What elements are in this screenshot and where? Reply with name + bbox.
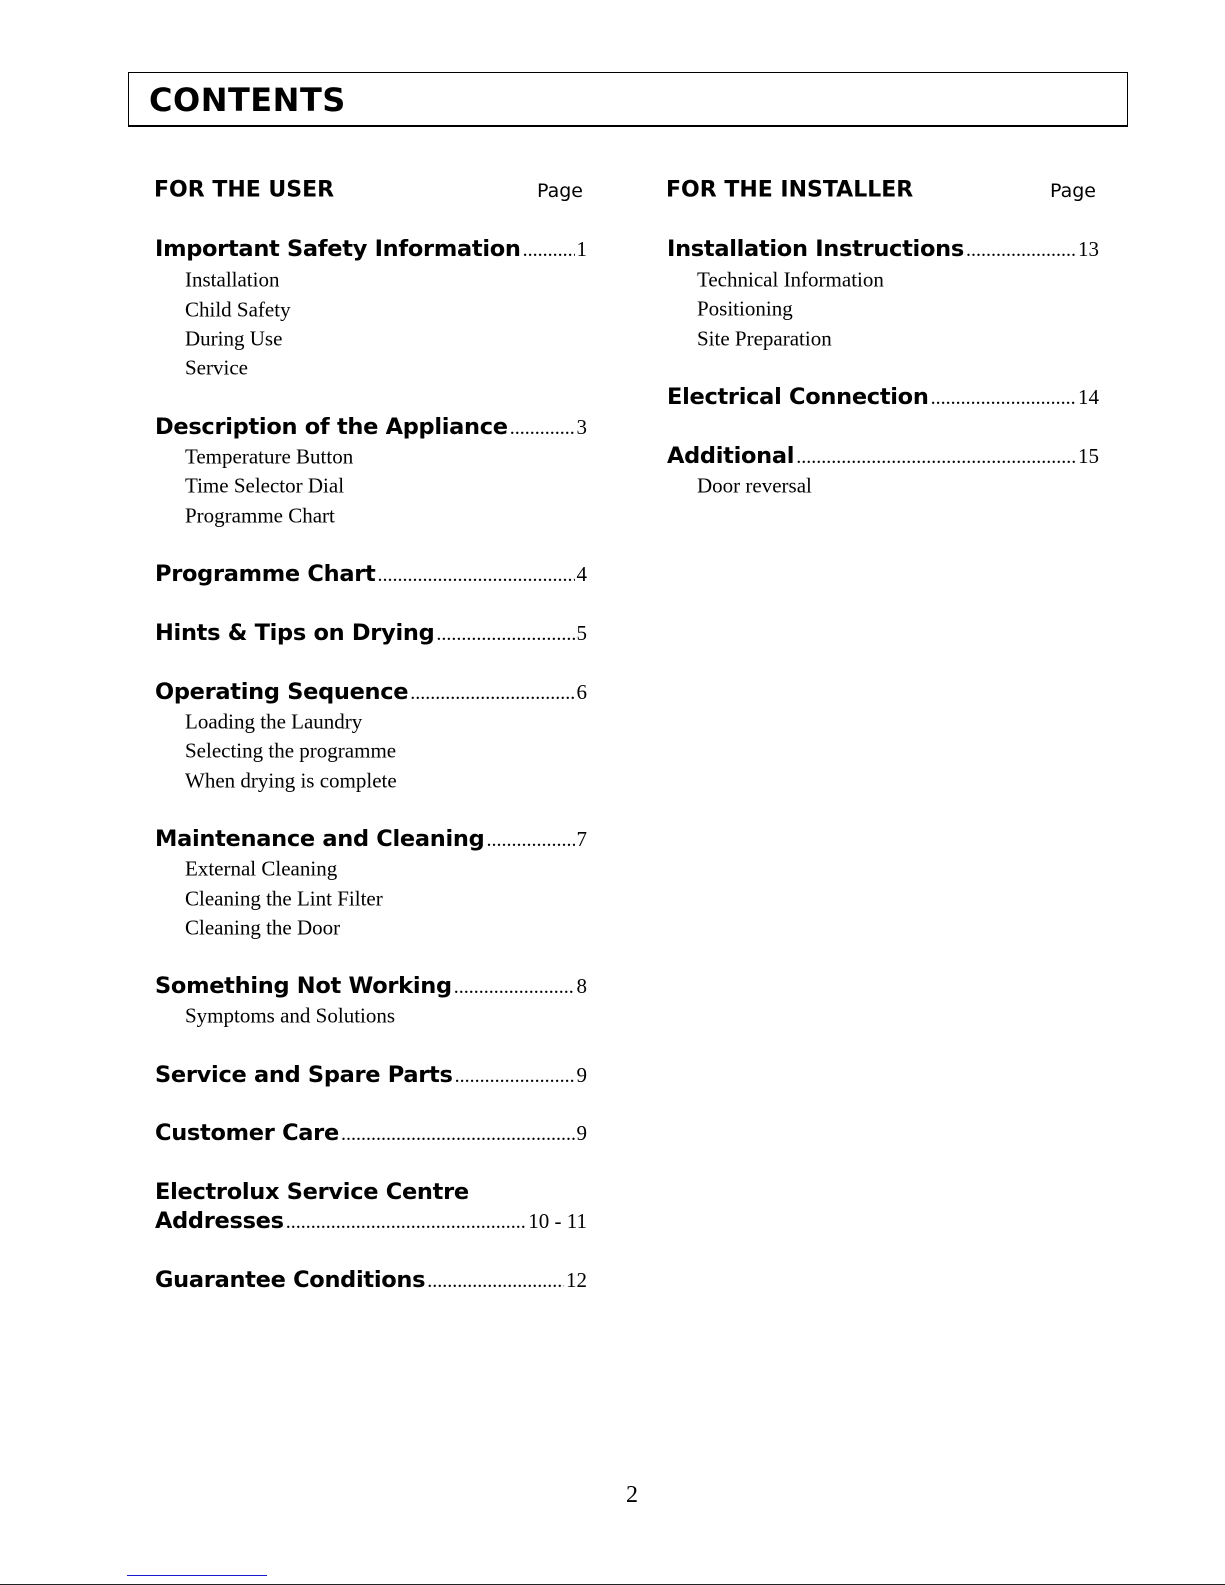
entry-title: Electrolux Service Centre	[155, 1179, 469, 1205]
toc-subentry: Installation	[185, 267, 280, 292]
entry-title: Hints & Tips on Drying	[155, 620, 435, 646]
toc-subentry: Service	[185, 355, 248, 380]
entry-page: 3	[576, 415, 587, 439]
toc-subentry: Loading the Laundry	[185, 709, 363, 734]
leader	[454, 976, 575, 999]
toc-entry[interactable]	[155, 973, 587, 999]
entry-page: 1	[576, 237, 587, 261]
entry-page: 6	[576, 680, 587, 704]
entry-title: Important Safety Information	[155, 236, 521, 262]
leader	[931, 387, 1076, 410]
toc-subentry: Time Selector Dial	[185, 473, 345, 498]
entry-title: Installation Instructions	[667, 236, 964, 262]
entry-title: Service and Spare Parts	[155, 1062, 453, 1088]
entry-page: 4	[576, 562, 587, 586]
entry-title: Addresses	[155, 1208, 284, 1234]
toc-entry[interactable]	[667, 236, 1099, 262]
entry-page: 12	[566, 1268, 587, 1292]
toc-entry[interactable]	[667, 443, 1099, 469]
toc-subentry: Positioning	[697, 296, 793, 321]
leader	[510, 417, 575, 440]
entry-title: Additional	[667, 443, 795, 469]
installer-page-label: Page	[1050, 180, 1096, 202]
entry-page: 7	[576, 827, 587, 851]
leader	[486, 829, 574, 852]
toc-subentry: Temperature Button	[185, 444, 354, 469]
entry-page: 13	[1078, 237, 1099, 261]
entry-page: 9	[576, 1063, 587, 1087]
entry-title: Something Not Working	[155, 973, 452, 999]
toc-subentry: Door reversal	[697, 473, 812, 498]
entry-title: Programme Chart	[155, 561, 376, 587]
leader	[455, 1065, 575, 1088]
entry-title: Maintenance and Cleaning	[155, 826, 485, 852]
entry-page: 8	[576, 974, 587, 998]
toc-entry[interactable]	[155, 1062, 587, 1088]
entry-title: Customer Care	[155, 1120, 339, 1146]
toc-entry[interactable]	[155, 1208, 587, 1234]
toc-subentry: During Use	[185, 326, 283, 351]
leader	[796, 446, 1076, 469]
toc-subentry: External Cleaning	[185, 856, 338, 881]
leader	[436, 623, 574, 646]
entry-page: 9	[576, 1121, 587, 1145]
toc-entry[interactable]	[155, 561, 587, 587]
leader	[341, 1123, 575, 1146]
toc-entry[interactable]	[155, 236, 587, 262]
entry-title: Electrical Connection	[667, 384, 929, 410]
toc-entry[interactable]	[155, 826, 587, 852]
page-number: 2	[626, 1482, 638, 1508]
entry-page: 10 - 11	[528, 1209, 587, 1233]
user-column-heading: FOR THE USER	[154, 177, 335, 203]
page-title: CONTENTS	[149, 81, 346, 119]
entry-page: 14	[1078, 385, 1099, 409]
toc-subentry: Programme Chart	[185, 503, 335, 528]
leader	[377, 564, 574, 587]
leader	[966, 239, 1076, 262]
toc-subentry: Symptoms and Solutions	[185, 1003, 396, 1028]
link-underline	[127, 1575, 267, 1576]
toc-subentry: Child Safety	[185, 297, 291, 322]
leader	[427, 1270, 564, 1293]
toc-subentry: Site Preparation	[697, 326, 832, 351]
toc-entry[interactable]	[155, 414, 587, 440]
entry-title: Operating Sequence	[155, 679, 409, 705]
entry-page: 5	[576, 621, 587, 645]
toc-subentry: Selecting the programme	[185, 738, 397, 763]
toc-entry[interactable]	[155, 1267, 587, 1293]
installer-column-heading: FOR THE INSTALLER	[666, 177, 914, 203]
entry-page: 15	[1078, 444, 1099, 468]
entry-title: Description of the Appliance	[155, 414, 508, 440]
toc-entry[interactable]	[155, 679, 587, 705]
toc-subentry: Technical Information	[697, 267, 884, 292]
leader	[286, 1211, 527, 1234]
contents-header-box	[128, 72, 1128, 127]
toc-subentry: Cleaning the Door	[185, 915, 341, 940]
toc-entry[interactable]	[667, 384, 1099, 410]
toc-entry[interactable]	[155, 1120, 587, 1146]
toc-entry-line1[interactable]	[155, 1179, 587, 1205]
leader	[523, 239, 575, 262]
toc-subentry: When drying is complete	[185, 768, 397, 793]
entry-title: Guarantee Conditions	[155, 1267, 426, 1293]
toc-subentry: Cleaning the Lint Filter	[185, 886, 383, 911]
toc-entry[interactable]	[155, 620, 587, 646]
leader	[410, 682, 574, 705]
user-page-label: Page	[537, 180, 583, 202]
